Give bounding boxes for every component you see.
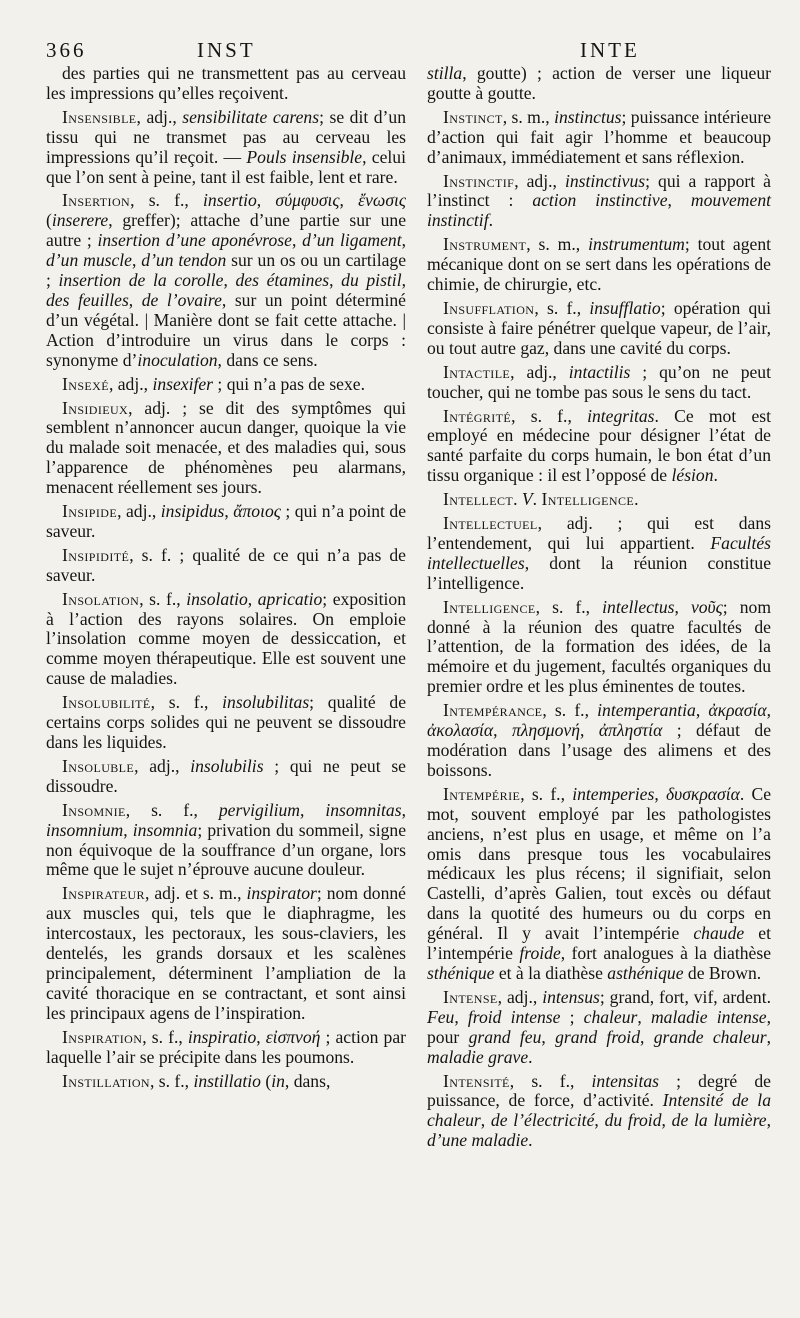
italic-term: insolatio <box>186 588 248 609</box>
entry-text: de Brown. <box>683 962 762 983</box>
dictionary-entry <box>46 399 406 499</box>
entry-text: , <box>401 230 406 251</box>
entry-text: ; qui a rapport à l’instinct : <box>427 170 771 211</box>
italic-term: Feu <box>427 1006 455 1027</box>
entry-text: . <box>488 210 493 231</box>
italic-term: insolubilis <box>190 755 264 776</box>
entry-text: , adj., <box>117 501 161 522</box>
entry-text: , adj. ; qui est dans l’entendement, qui lui appartient. <box>427 513 771 553</box>
entry-text: ; nom donné aux muscles qui, tels que le diaphragme, les intercostaux, les pectoraux, les sous-claviers, les dentelés, les grands dorsaux et les scalènes principalement, déterminent l’ampliation de la cavité thoracique en se contractant, et sont ainsi les principaux agens de l’inspiration. <box>46 883 406 1023</box>
entry-text: , s. f., <box>535 596 603 617</box>
right-column <box>427 64 771 1155</box>
entry-headword: Instinctif <box>443 170 515 191</box>
entry-headword: Insufflation <box>443 297 535 318</box>
italic-term: de l’ovaire <box>141 289 222 310</box>
entry-text: ; tout agent mécanique dont on se sert dans les opérations de chimie, de chirurgie, etc. <box>427 234 772 295</box>
entry-text: ; défaut de modération dans l’usage des alimens et des boissons. <box>427 720 772 780</box>
italic-term: maladie intense <box>650 1006 767 1027</box>
italic-term: νοῦς <box>690 596 723 617</box>
dictionary-entry <box>427 407 771 487</box>
entry-text: ; qu’on ne peut toucher, qui ne tombe pas sous le sens du tact. <box>427 361 771 402</box>
italic-term: σύμφυσις <box>275 190 340 211</box>
entry-text: . <box>713 465 718 486</box>
entry-text: , <box>594 1110 605 1131</box>
italic-term: maladie grave <box>427 1046 529 1067</box>
italic-term: εἰσπνοή <box>265 1026 321 1047</box>
italic-term: d’une maladie <box>427 1130 529 1151</box>
italic-term: instinctus <box>554 106 622 127</box>
italic-term: ἀπληστία <box>598 720 663 741</box>
entry-text: , adj., <box>108 373 153 394</box>
entry-headword: Insipide <box>62 501 118 522</box>
dictionary-entry <box>46 375 406 395</box>
entry-text: , <box>541 1026 556 1047</box>
entry-text: , <box>493 720 512 741</box>
italic-term: insertion de la corolle <box>58 270 224 291</box>
italic-term: ἀκολασία <box>427 720 494 741</box>
italic-term: action instinctive <box>532 190 668 211</box>
entry-headword: Insensible <box>62 106 137 127</box>
entry-text: , <box>401 270 406 291</box>
italic-term: integritas <box>587 405 655 426</box>
entry-headword: Insertion <box>62 190 131 211</box>
entry-text: , s. f., <box>142 1026 188 1047</box>
italic-term: apricatio <box>257 588 323 609</box>
running-head-left: INST <box>197 38 256 62</box>
entry-text: , adj., <box>510 361 569 382</box>
dictionary-entry <box>46 64 406 104</box>
entry-text: , <box>256 1026 266 1047</box>
italic-term: grand feu <box>468 1026 542 1047</box>
italic-term: insolubilitas <box>222 692 310 713</box>
entry-text: , s. f. ; qualité de ce qui n’a pas de saveur. <box>46 544 406 585</box>
italic-term: in <box>271 1070 285 1091</box>
italic-term: froide <box>519 943 561 964</box>
entry-headword: Insoluble <box>62 755 135 776</box>
dictionary-entry <box>427 235 771 295</box>
dictionary-entry <box>46 590 406 690</box>
entry-text: , greffer); attache d’une partie sur une autre ; <box>46 210 406 251</box>
entry-text: ; qui n’a point de saveur. <box>46 501 406 541</box>
entry-headword: Intellect <box>443 489 514 510</box>
entry-headword: Insidieux <box>62 397 129 418</box>
entry-headword: Insolubilité <box>62 692 151 713</box>
entry-headword: Insolation <box>62 588 140 609</box>
dictionary-entry <box>427 363 771 403</box>
entry-text: , adj. ; se dit des symptômes qui semblent n’annoncer aucun danger, quoique la vie du malade soit menacée, et des maladies qui, sous l’apparence de phénomènes peu alarmans, menacent réellement ses jours. <box>46 397 406 498</box>
entry-text: , adj., <box>497 986 543 1007</box>
entry-text: , <box>637 1006 651 1027</box>
entry-text: . <box>513 489 522 510</box>
entry-text: ( <box>46 210 52 231</box>
entry-text: ; qui ne peut se dissoudre. <box>46 755 406 796</box>
italic-term: instillatio <box>193 1070 261 1091</box>
entry-text: , s. m., <box>526 234 589 255</box>
entry-text: sur un os ou un cartilage ; <box>46 250 406 291</box>
italic-term: de la lumière <box>671 1110 767 1131</box>
entry-headword: Instrument <box>443 234 527 255</box>
entry-text: , s. f., <box>509 1070 592 1091</box>
entry-text: , adj., <box>136 106 183 127</box>
entry-headword: Insipidité <box>62 544 130 565</box>
entry-text: et l’intempérie <box>427 923 771 964</box>
entry-headword: Inspirateur <box>62 883 145 904</box>
entry-headword: Instinct <box>443 106 503 127</box>
italic-term: du pistil <box>341 270 402 291</box>
italic-term: intensitas <box>591 1070 659 1091</box>
dictionary-entry <box>427 108 771 168</box>
entry-text: , adj., <box>134 755 191 776</box>
italic-term: d’un ligament <box>302 230 402 251</box>
italic-term: intensus <box>542 986 600 1007</box>
italic-term: mouvement instinctif <box>427 190 772 231</box>
dictionary-entry <box>46 1072 406 1092</box>
entry-text: des parties qui ne transmettent pas au cerveau les impressions qu’elles reçoivent. <box>46 63 406 103</box>
italic-term: ἄποιος <box>233 501 281 522</box>
entry-text: , <box>224 501 234 522</box>
entry-headword: Intellectuel <box>443 513 538 534</box>
dictionary-entry <box>427 988 771 1068</box>
entry-text: , <box>128 289 142 310</box>
italic-term: insertio <box>203 190 257 211</box>
entry-headword: Intensité <box>443 1070 510 1091</box>
entry-text: , adj. et s. m., <box>144 883 247 904</box>
dictionary-entry <box>427 598 771 698</box>
italic-term: intactilis <box>568 361 631 382</box>
italic-term: du froid <box>604 1110 662 1131</box>
entry-text: , <box>247 588 258 609</box>
dictionary-entry <box>46 801 406 881</box>
italic-term: inoculation <box>137 349 218 370</box>
italic-term: insufflatio <box>589 297 661 318</box>
italic-term: lésion <box>671 465 714 486</box>
entry-text: , s. f., <box>139 588 187 609</box>
entry-text: , s. m., <box>502 106 555 127</box>
entry-text: , s. f., <box>149 1070 194 1091</box>
entry-text: ; grand, fort, vif, ardent. <box>599 986 771 1007</box>
italic-term: πλησμονή <box>511 720 580 741</box>
entry-text: et à la diathèse <box>494 962 608 983</box>
italic-term: insomnium <box>46 819 124 840</box>
running-head-right: INTE <box>580 38 640 62</box>
dictionary-entry <box>427 1072 771 1152</box>
italic-term: Facultés intellectuelles <box>427 532 771 573</box>
entry-text: , s. f., <box>125 799 219 820</box>
entry-text: , s. f., <box>520 783 573 804</box>
entry-text: ; se dit d’un tissu qui ne transmet pas au cerveau les impressions qu’il reçoit. — <box>46 106 406 167</box>
entry-text: . <box>528 1130 533 1151</box>
entry-text: . Ce mot est employé en médecine pour désigner l’état de santé parfaite du corps humain, le bon état d’un tissu organique : il est l’opposé de <box>427 405 771 486</box>
entry-headword: Insomnie <box>62 799 126 820</box>
italic-term: inspiratio <box>187 1026 257 1047</box>
italic-term: instrumentum <box>588 234 685 255</box>
entry-text: , <box>667 190 691 211</box>
entry-text: , <box>131 250 142 271</box>
italic-term: d’un tendon <box>141 250 227 271</box>
entry-text: ; qualité de certains corps solides qui ne peuvent se dissoudre dans les liquides. <box>46 692 407 752</box>
dictionary-entry <box>427 299 771 359</box>
entry-text: , <box>661 1110 672 1131</box>
italic-term: insipidus <box>160 501 225 522</box>
italic-term: instinctivus <box>564 170 646 191</box>
italic-term: intellectus <box>602 596 675 617</box>
entry-text: , s. f., <box>130 190 204 211</box>
dictionary-entry <box>427 785 771 984</box>
entry-text: , <box>256 190 276 211</box>
entry-text: , pour <box>427 1006 772 1047</box>
entry-text: , <box>401 799 406 820</box>
entry-text: , dans ce sens. <box>217 349 318 370</box>
entry-text: , <box>766 700 771 721</box>
dictionary-entry <box>46 502 406 542</box>
entry-headword: Intactile <box>443 361 511 382</box>
entry-headword: Intégrité <box>443 405 512 426</box>
left-column <box>46 64 406 1095</box>
entry-headword: Intelligence <box>443 596 536 617</box>
italic-term: froid intense <box>467 1006 561 1027</box>
entry-headword: Instillation <box>62 1070 150 1091</box>
italic-term: chaleur <box>583 1006 638 1027</box>
italic-term: chaude <box>693 923 745 944</box>
italic-term: ἀκρασία <box>708 700 767 721</box>
entry-text: , sur un point déterminé d’un végétal. | Manière dont se fait cette attache. | Action d’introduire un virus dans le corps : synonyme d’ <box>46 289 406 370</box>
entry-headword: Intempérie <box>443 783 521 804</box>
italic-term: d’un muscle <box>46 250 132 271</box>
dictionary-entry <box>427 701 771 781</box>
entry-text: ; <box>560 1006 584 1027</box>
entry-text: ; action par laquelle l’air se précipite dans les poumons. <box>46 1026 406 1067</box>
italic-term: inspirator <box>246 883 317 904</box>
entry-text: , <box>223 270 236 291</box>
entry-text: , <box>123 819 133 840</box>
entry-text: ; exposition à l’action des rayons solaires. On emploie l’insolation comme moyen de dessiccation, et comme moyen thérapeutique. Elle est souvent une cause de maladies. <box>46 588 407 689</box>
dictionary-entry <box>46 757 406 797</box>
entry-text: ; qui n’a pas de sexe. <box>213 373 365 394</box>
dictionary-entry <box>46 108 406 188</box>
entry-text: , <box>674 596 691 617</box>
italic-term: V <box>521 489 533 510</box>
entry-text: , goutte) ; action de verser une liqueur goutte à goutte. <box>427 63 771 103</box>
italic-term: stilla <box>427 63 463 83</box>
entry-text: , <box>654 783 666 804</box>
italic-term: δυσκρασία <box>665 783 740 804</box>
italic-term: insomnia <box>132 819 198 840</box>
entry-headword: Insexé <box>62 373 109 394</box>
entry-headword: Intense <box>443 986 498 1007</box>
entry-text: . <box>532 489 542 510</box>
entry-text: , s. f., <box>534 297 590 318</box>
dictionary-entry <box>46 546 406 586</box>
entry-text: ( <box>260 1070 272 1091</box>
entry-text: , <box>454 1006 468 1027</box>
italic-term: pervigilium <box>218 799 300 820</box>
entry-text: ; puissance intérieure d’action qui fait agir l’homme et beaucoup d’animaux, immédiatement et sans réflexion. <box>427 106 772 167</box>
entry-text: , s. f., <box>511 405 588 426</box>
entry-text: , <box>766 1110 772 1131</box>
italic-term: Pouls insensible <box>246 146 363 167</box>
entry-text: , <box>695 700 709 721</box>
italic-term: insexifer <box>152 373 214 394</box>
dictionary-entry <box>46 884 406 1023</box>
entry-text: , dans, <box>284 1070 331 1091</box>
dictionary-entry <box>46 191 406 370</box>
italic-term: intemperantia <box>597 700 696 721</box>
italic-term: asthénique <box>607 962 684 983</box>
italic-term: de l’électricité <box>490 1110 595 1131</box>
italic-term: grand froid <box>555 1026 640 1047</box>
entry-text: . <box>528 1046 533 1067</box>
entry-text: ; nom donné à la réunion des quatre facultés de l’attention, de la formation des idées, de la mémoire et du jugement, facultés organiques du premier ordre et les plus éminentes de toutes. <box>427 596 771 697</box>
dictionary-entry <box>427 490 771 510</box>
italic-term: Intensité de la chaleur <box>427 1090 771 1131</box>
entry-text: ; opération qui consiste à faire pénétrer quelque vapeur, de l’air, ou tout autre gaz, dans une cavité du corps. <box>427 297 771 358</box>
italic-term: des feuilles <box>46 289 129 310</box>
dictionary-entry <box>427 172 771 232</box>
entry-text: , <box>766 1026 771 1047</box>
entry-text: , <box>339 190 359 211</box>
italic-term: sthénique <box>427 962 495 983</box>
entry-text: , s. f., <box>542 700 598 721</box>
dictionary-entry <box>427 64 771 104</box>
entry-headword: Intempérance <box>443 700 543 721</box>
entry-text: , <box>291 230 303 251</box>
entry-text: ; degré de puissance, de force, d’activité. <box>427 1070 771 1111</box>
entry-text: , s. f., <box>150 692 223 713</box>
entry-text: , <box>329 270 342 291</box>
italic-term: insertion d’une aponévrose <box>97 230 292 251</box>
italic-term: des étamines <box>235 270 330 291</box>
entry-headword: Intelligence <box>541 489 635 510</box>
entry-text: , <box>299 799 326 820</box>
dictionary-entry <box>46 1028 406 1068</box>
dictionary-entry <box>427 514 771 594</box>
italic-term: ἔνωσις <box>358 190 407 211</box>
entry-headword: Inspiration <box>62 1026 143 1047</box>
entry-text: ; privation du sommeil, signe non équivoque de la souffrance d’un organe, lors même que le sujet n’éprouve aucune douleur. <box>46 819 407 880</box>
entry-text: , <box>579 720 599 741</box>
entry-text: , fort analogues à la diathèse <box>560 943 772 964</box>
page-number: 366 <box>46 38 87 62</box>
italic-term: sensibilitate carens <box>182 106 320 127</box>
entry-text: . Ce mot, souvent employé par les pathologistes anciens, n’est plus en usage, et même on l’a omis dans presque tous les vocabulaires médicaux les plus récens; il signifiait, selon Castelli, d’après Galien, tout excès ou défaut dans la quotité des humeurs ou du corps en général. Il y avait l’intempérie <box>427 783 772 944</box>
entry-text: , <box>480 1110 491 1131</box>
entry-text: , <box>640 1026 654 1047</box>
dictionary-entry <box>46 693 406 753</box>
page-header <box>0 38 800 66</box>
entry-text: , adj., <box>514 170 565 191</box>
italic-term: insomnitas <box>325 799 402 820</box>
italic-term: inserere <box>51 210 109 231</box>
italic-term: intemperies <box>572 783 655 804</box>
entry-text: . <box>634 489 639 510</box>
entry-text: , celui que l’on sent à peine, tant il est faible, lent et rare. <box>46 146 406 187</box>
entry-text: , dont la réunion constitue l’intelligence. <box>427 552 771 593</box>
italic-term: grande chaleur <box>653 1026 767 1047</box>
